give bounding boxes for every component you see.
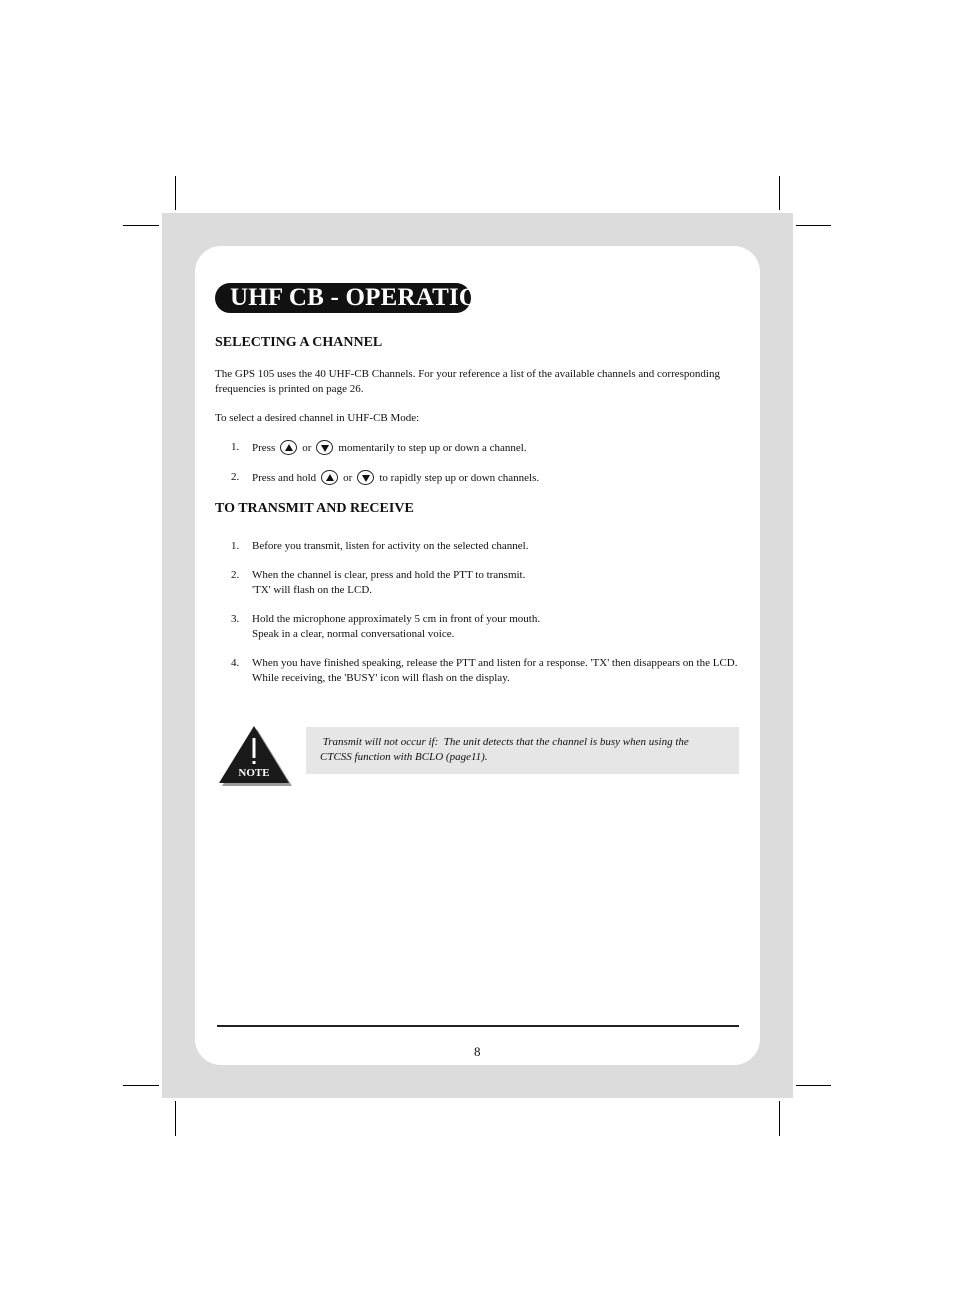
item-line: 'TX' will flash on the LCD. (252, 584, 373, 596)
crop-mark (779, 176, 780, 210)
item-line: Speak in a clear, normal conversational voice. (252, 628, 455, 640)
list-number: 1. (231, 441, 240, 453)
item-line: When the channel is clear, press and hold the PTT to transmit. (252, 569, 526, 581)
item-text: Press and hold (252, 472, 317, 484)
item-text: Press (252, 442, 276, 454)
item-line: Hold the microphone approximately 5 cm in front of your mouth. (252, 613, 541, 625)
list-item (252, 568, 525, 598)
up-arrow-button-icon (321, 470, 338, 485)
item-text: or (343, 472, 353, 484)
section-heading-transmit-receive: TO TRANSMIT AND RECEIVE (215, 501, 414, 516)
down-arrow-button-icon (316, 440, 333, 455)
section-heading-selecting-channel: SELECTING A CHANNEL (215, 335, 383, 350)
note-text (320, 735, 725, 765)
item-text: or (302, 442, 312, 454)
list-number: 3. (231, 613, 240, 625)
intro-line: The GPS 105 uses the 40 UHF-CB Channels. For your reference a list of the available channels and corresponding (215, 368, 720, 380)
list-item (252, 470, 539, 486)
footer-rule (217, 1025, 739, 1027)
intro-line: frequencies is printed on page 26. (215, 383, 364, 395)
item-text: momentarily to step up or down a channel. (338, 442, 527, 454)
list-number: 4. (231, 657, 240, 669)
crop-mark (779, 1101, 780, 1136)
list-item (252, 656, 738, 686)
page-number: 8 (474, 1044, 481, 1059)
note-label: NOTE (238, 767, 270, 779)
up-arrow-button-icon (280, 440, 297, 455)
crop-mark (123, 1085, 159, 1086)
page-title: UHF CB - OPERATION (230, 284, 497, 311)
crop-mark (175, 176, 176, 210)
list-number: 2. (231, 471, 240, 483)
item-text: to rapidly step up or down channels. (379, 472, 540, 484)
note-line: CTCSS function with BCLO (page11). (320, 751, 488, 763)
list-item (252, 539, 528, 554)
list-number: 1. (231, 540, 240, 552)
item-line: While receiving, the 'BUSY' icon will flash on the display. (252, 672, 510, 684)
crop-mark (123, 225, 159, 226)
item-line: When you have finished speaking, release the PTT and listen for a response. 'TX' then disappears on the LCD. (252, 657, 738, 669)
intro-paragraph (215, 367, 737, 397)
item-line: Before you transmit, listen for activity on the selected channel. (252, 540, 529, 552)
note-line: Transmit will not occur if: The unit detects that the channel is busy when using the (320, 736, 689, 748)
list-item (252, 612, 540, 642)
instruction-text: To select a desired channel in UHF-CB Mode: (215, 412, 420, 424)
crop-mark (175, 1101, 176, 1136)
crop-mark (796, 1085, 831, 1086)
warning-note-icon (216, 724, 294, 788)
crop-mark (796, 225, 831, 226)
list-item (252, 440, 527, 456)
down-arrow-button-icon (357, 470, 374, 485)
list-number: 2. (231, 569, 240, 581)
